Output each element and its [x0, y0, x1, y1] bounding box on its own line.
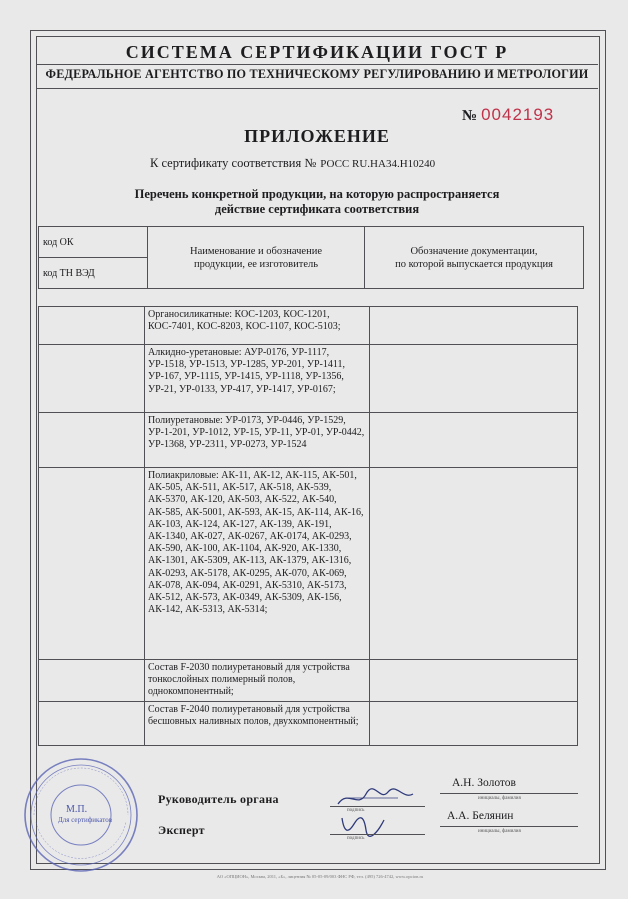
stamp-mp: М.П.	[66, 804, 88, 815]
divider	[36, 64, 598, 65]
number-value: 0042193	[481, 105, 555, 124]
product-cell: Полиакриловые: АК-11, АК-12, АК-115, АК-501, АК-505, АК-511, АК-517, АК-518, АК-539, АК-5370, АК-120, АК-503, АК-522, АК-540, АК-585, АК-5001, АК-593, АК-15, АК-114, АК-16, АК-103, АК-124, АК-127, АК-139, АК-191, АК-1340, АК-027, АК-0267, АК-0174, АК-0293, АК-590, АК-100, АК-1104, АК-920, АК-1330, АК-1301, АК-5309, АК-113, АК-1379, АК-1316, АК-0293, АК-5178, АК-0295, АК-070, АК-069, АК-078, АК-094, АК-0291, АК-5310, АК-5173, АК-512, АК-573, АК-0349, АК-5309, АК-156, АК-142, АК-5313, АК-5314;	[145, 468, 370, 660]
table-row	[39, 413, 578, 468]
certificate-number	[462, 105, 554, 125]
certificate-reference	[150, 156, 435, 171]
agency-title: ФЕДЕРАЛЬНОЕ АГЕНТСТВО ПО ТЕХНИЧЕСКОМУ РЕГУЛИРОВАНИЮ И МЕТРОЛОГИИ	[45, 67, 589, 81]
expert-name: А.А. Белянин	[447, 810, 514, 822]
table-row	[39, 468, 578, 660]
stamp-caption: Для сертификатов	[58, 816, 113, 824]
table-row	[39, 307, 578, 345]
expert-name-caption: инициалы, фамилия	[478, 829, 521, 834]
product-cell: Полиуретановые: УР-0173, УР-0446, УР-1529, УР-1-201, УР-1012, УР-15, УР-11, УР-01, УР-0442, УР-1368, УР-2311, УР-0273, УР-1524	[145, 413, 370, 468]
expert-sign-line	[330, 834, 425, 835]
expert-name-line	[440, 826, 578, 827]
system-title: СИСТЕМА СЕРТИФИКАЦИИ ГОСТ Р	[125, 42, 509, 62]
head-name-line	[440, 793, 578, 794]
list-title-line2: действие сертификата соответствия	[214, 202, 420, 216]
list-title-line1: Перечень конкретной продукции, на которую распространяется	[134, 187, 500, 201]
code-tn-cell: код ТН ВЭД	[39, 258, 148, 289]
head-name-caption: инициалы, фамилия	[478, 796, 521, 801]
table-row	[39, 345, 578, 413]
head-sign-line	[330, 806, 425, 807]
divider	[36, 88, 598, 89]
expert-sign-caption: подпись	[347, 836, 365, 841]
number-sign: №	[462, 108, 478, 124]
name-header	[148, 227, 365, 289]
page-title: ПРИЛОЖЕНИЕ	[244, 126, 390, 146]
products-table	[38, 306, 578, 746]
name-header-line2: продукции, ее изготовитель	[193, 258, 319, 270]
printer-footer: АО «ОПЦИОН», Москва, 2011, «Б», лицензия № 05-05-09/003 ФНС РФ, тел. (495) 726-4742, www.opcion.ru	[216, 874, 424, 879]
seal-stamp	[22, 756, 140, 874]
certificate-reference-value: РОСС RU.HA34.H10240	[320, 158, 436, 170]
header-table	[38, 226, 584, 289]
product-cell: Состав F-2040 полиуретановый для устройства бесшовных наливных полов, двухкомпонентный;	[145, 701, 370, 745]
product-cell: Органосиликатные: КОС-1203, КОС-1201, КОС-7401, КОС-8203, КОС-1107, КОС-5103;	[145, 307, 370, 345]
list-title	[36, 187, 598, 217]
head-sign-caption: подпись	[347, 808, 365, 813]
doc-header-line1: Обозначение документации,	[410, 245, 538, 257]
doc-header-line2: по которой выпускается продукция	[395, 258, 553, 270]
product-cell: Состав F-2030 полиуретановый для устройства тонкослойных полимерный полов, однокомпонентный;	[145, 660, 370, 702]
head-signature	[328, 784, 418, 812]
expert-label: Эксперт	[158, 823, 205, 837]
product-cell: Алкидно-уретановые: АУР-0176, УР-1117, УР-1518, УР-1513, УР-1285, УР-201, УР-1411, УР-167, УР-1115, УР-1415, УР-1118, УР-1356, УР-21, УР-0133, УР-417, УР-1417, УР-0167;	[145, 345, 370, 413]
table-row	[39, 660, 578, 702]
table-row	[39, 701, 578, 745]
code-ok-cell: код ОК	[39, 227, 148, 258]
head-label: Руководитель органа	[158, 792, 279, 806]
head-name: А.Н. Золотов	[452, 777, 516, 789]
doc-header	[365, 227, 584, 289]
name-header-line1: Наименование и обозначение	[190, 245, 322, 257]
certificate-reference-label: К сертификату соответствия №	[150, 156, 317, 170]
